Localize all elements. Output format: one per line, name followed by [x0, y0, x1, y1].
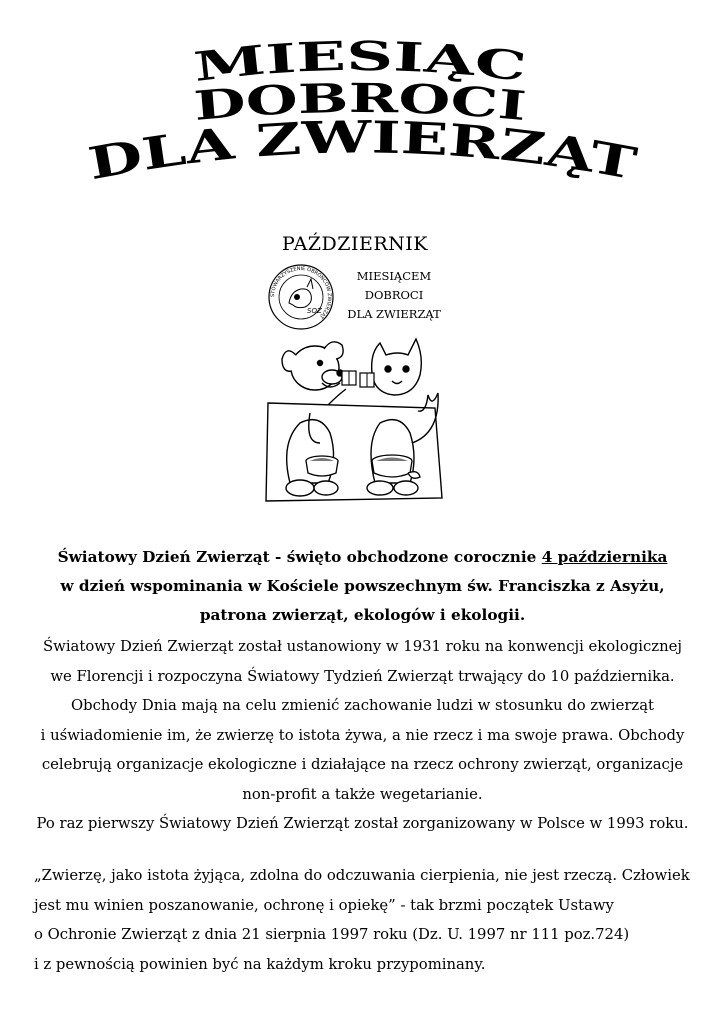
quote-line-3: o Ochronie Zwierząt z dnia 21 sierpnia 1997 roku (Dz. U. 1997 nr 111 poz.724) [34, 926, 630, 943]
quote-line-1: „Zwierzę, jako istota żyjąca, zdolna do odczuwania cierpienia, nie jest rzeczą. Człowiek [34, 867, 690, 884]
body-line-5: celebrują organizacje ekologiczne i działające na rzecz ochrony zwierząt, organizacje [41, 756, 684, 773]
body-paragraph [20, 632, 705, 839]
title-line-1: MIESIĄC [191, 32, 510, 91]
dog-and-cat-illustration [260, 333, 450, 508]
poster-tagline-line-2: DOBROCI [364, 288, 424, 302]
poster-tagline-line-1: MIESIĄCEM [356, 269, 432, 283]
quote-line-2: jest mu winien poszanowanie, ochronę i opiekę” - tak brzmi początek Ustawy [34, 896, 614, 914]
soz-seal-logo [267, 263, 335, 331]
poster-tagline [339, 267, 449, 324]
intro-date-underlined: 4 października [541, 548, 668, 566]
quote-line-4: i z pewnością powinien być na każdym kroku przypominany. [34, 955, 486, 973]
law-quote-paragraph [34, 861, 704, 979]
body-line-2: we Florencji i rozpoczyna Światowy Tydzień Zwierząt trwający do 10 października. [50, 667, 675, 685]
poster-image [255, 225, 455, 515]
intro-paragraph [20, 543, 705, 630]
title-line-2: DOBROCI [192, 74, 520, 130]
arched-title [60, 30, 660, 200]
title-line-3: DLA ZWIERZĄT [84, 112, 628, 191]
body-line-4: i uświadomienie im, że zwierzę to istota żywa, a nie rzecz i ma swoje prawa. Obchody [40, 726, 685, 744]
svg-text:SOZ: SOZ [307, 307, 322, 315]
svg-text:STOWARZYSZENIE OBROŃCÓW ZWIERZ: STOWARZYSZENIE OBROŃCÓW ZWIERZĄT [269, 265, 333, 320]
poster-tagline-line-3: DLA ZWIERZĄT [347, 307, 441, 321]
body-line-3: Obchody Dnia mają na celu zmienić zachowanie ludzi w stosunku do zwierząt [71, 697, 654, 714]
intro-line-1-text: Światowy Dzień Zwierząt - święto obchodzone corocznie [57, 548, 542, 566]
intro-line-1 [20, 543, 705, 572]
poster-month-heading: PAŹDZIERNIK [282, 233, 428, 255]
body-line-6: non-profit a także wegetarianie. [242, 785, 483, 803]
body-line-1: Światowy Dzień Zwierząt został ustanowiony w 1931 roku na konwencji ekologicznej [43, 638, 682, 655]
food-bowl-left [306, 456, 338, 476]
body-line-7: Po raz pierwszy Światowy Dzień Zwierząt został zorganizowany w Polsce w 1993 roku. [36, 815, 689, 832]
intro-line-2: w dzień wspominania w Kościele powszechnym św. Franciszka z Asyżu, [60, 577, 665, 595]
intro-line-3: patrona zwierząt, ekologów i ekologii. [199, 606, 526, 624]
